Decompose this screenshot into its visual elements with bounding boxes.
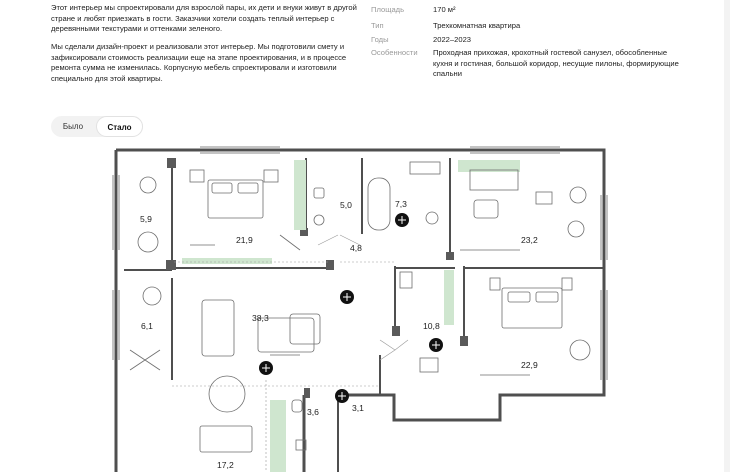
- tab-after[interactable]: Стало: [96, 116, 143, 137]
- plan-pillars: [166, 158, 468, 398]
- area-label: 38,3: [252, 313, 269, 323]
- entry-marker[interactable]: [429, 338, 443, 352]
- spec-label-features: Особенности: [371, 48, 418, 57]
- spec-value-type: Трехкомнатная квартира: [433, 21, 521, 30]
- area-label: 5,9: [140, 214, 152, 224]
- spec-value-features: Проходная прихожая, крохотный гостевой санузел, обособленные кухня и гостиная, большой коридор, несущие пилоны, формирующие спальни: [433, 48, 679, 79]
- area-label: 3,6: [307, 407, 319, 417]
- area-label: 5,0: [340, 200, 352, 210]
- plan-walls: [116, 150, 604, 472]
- area-label: 22,9: [521, 360, 538, 370]
- description-paragraph-2: Мы сделали дизайн-проект и реализовали этот интерьер. Мы подготовили смету и зафиксировали стоимость реализации еще на этапе проектирования, и в процессе ремонта сумма не изменилась. Корпусную мебель спроектировали и изготовили специально для этой квартиры.: [51, 42, 347, 83]
- plan-entry-markers: [259, 213, 443, 403]
- entry-marker[interactable]: [340, 290, 354, 304]
- area-label: 4,8: [350, 243, 362, 253]
- spec-label-area: Площадь: [371, 5, 405, 14]
- spec-label-type: Тип: [371, 21, 384, 30]
- spec-value-area: 170 м²: [433, 5, 456, 14]
- area-label: 10,8: [423, 321, 440, 331]
- tab-before[interactable]: Было: [62, 122, 84, 131]
- spec-value-years: 2022–2023: [433, 35, 472, 44]
- area-label: 3,1: [352, 403, 364, 413]
- entry-marker[interactable]: [395, 213, 409, 227]
- area-label: 7,3: [395, 199, 407, 209]
- area-label: 17,2: [217, 460, 234, 470]
- spec-label-years: Годы: [371, 35, 389, 44]
- area-label: 21,9: [236, 235, 253, 245]
- entry-marker[interactable]: [335, 389, 349, 403]
- entry-marker[interactable]: [259, 361, 273, 375]
- area-label: 6,1: [141, 321, 153, 331]
- description-paragraph-1: Этот интерьер мы спроектировали для взрослой пары, их дети и внуки живут в другой стране и любят приезжать в гости. Заказчики хотели создать теплый интерьер с деревянными текстурами и оттенками зеленого.: [51, 3, 357, 34]
- plan-doors: [172, 235, 408, 472]
- area-label: 23,2: [521, 235, 538, 245]
